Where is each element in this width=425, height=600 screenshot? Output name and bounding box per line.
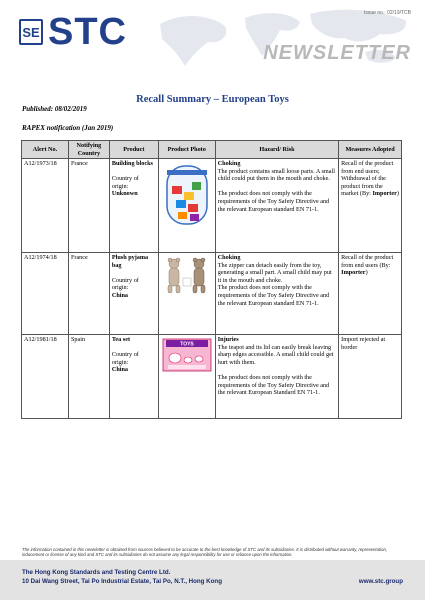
alert-number: A12/1974/18 — [22, 253, 69, 335]
measures-text: Recall of the product from end users; Withdrawal of the product from the market (By: — [341, 160, 394, 198]
product-cell — [109, 335, 158, 419]
tea-set-photo — [162, 338, 212, 372]
measures-cell — [339, 159, 402, 253]
page-title: Recall Summary – European Toys — [136, 94, 289, 105]
hazard-cell — [215, 253, 338, 335]
issue-number: Issue no.: 02/19/TCB — [364, 10, 411, 16]
origin-label: Country of origin: — [111, 175, 139, 190]
measures-cell — [339, 335, 402, 419]
compliance-text: The product does not comply with the requirements of the Toy Safety Directive and the relevant European standard EN 71-1. — [217, 190, 330, 213]
published-date: Published: 08/02/2019 — [22, 105, 87, 113]
product-photo-cell — [158, 335, 215, 419]
alert-number: A12/1973/18 — [22, 159, 69, 253]
header-product: Product — [109, 141, 158, 159]
hazard-title: Choking — [217, 160, 241, 168]
header-product-photo: Product Photo — [158, 141, 215, 159]
measures-text: Import rejected at border — [341, 336, 386, 351]
product-cell — [109, 253, 158, 335]
origin-value: Unknown — [111, 190, 138, 198]
stc-logo-text: STC — [48, 11, 127, 53]
measures-party: Importer — [372, 190, 397, 198]
rapex-notification: RAPEX notification (Jan 2019) — [22, 124, 114, 132]
measures-end: ) — [365, 269, 368, 277]
compliance-text: The product does not comply with the requirements of the Toy Safety Directive and the relevant European Standard EN 71-1. — [217, 373, 330, 397]
table-header-row — [22, 141, 402, 159]
measures-end: ) — [396, 190, 399, 198]
hazard-cell — [215, 335, 338, 419]
table-row — [22, 253, 402, 335]
measures-text: Recall of the product from end users (By: — [341, 254, 394, 269]
notifying-country: Spain — [68, 335, 109, 419]
svg-text:TOYS: TOYS — [179, 341, 194, 348]
header-alert-no: Alert No. — [22, 141, 69, 159]
table-row — [22, 159, 402, 253]
footer-website-link[interactable]: www.stc.group — [358, 578, 403, 585]
stc-logo-mark: SE — [19, 19, 43, 45]
product-photo-cell — [158, 159, 215, 253]
product-name: Building blocks — [111, 160, 153, 168]
table-row — [22, 335, 402, 419]
hazard-text: The product contains small loose parts. A small child could put them in the mouth and choke. — [217, 167, 335, 183]
header-measures-adopted: Measures Adopted — [339, 141, 402, 159]
product-photo-cell — [158, 253, 215, 335]
header-notifying-country: Notifying Country — [68, 141, 109, 159]
hazard-cell — [215, 159, 338, 253]
plush-pyjama-bag-photo — [162, 256, 212, 296]
product-name: Tea set — [111, 336, 131, 344]
compliance-text: The product does not comply with the requirements of the Toy Safety Directive and the relevant European standard EN 71-1. — [217, 284, 330, 307]
header — [0, 0, 425, 78]
product-cell — [109, 159, 158, 253]
hazard-title: Choking — [217, 254, 241, 262]
newsletter-label: NEWSLETTER — [263, 42, 411, 64]
footer — [0, 560, 425, 600]
measures-cell — [339, 253, 402, 335]
product-name: Plush pyjama bag — [111, 254, 149, 269]
recall-table — [21, 140, 402, 419]
origin-value: China — [111, 366, 129, 374]
footer-address: 10 Dai Wang Street, Tai Po Industrial Estate, Tai Po, N.T., Hong Kong — [22, 578, 222, 585]
hazard-text: The zipper can detach easily from the toy, generating a small part. A small child may put it in the mouth and choke. — [217, 261, 332, 284]
footer-company: The Hong Kong Standards and Testing Centre Ltd. — [22, 569, 171, 576]
disclaimer: The information contained in this newsletter is obtained from sources believed to be accurate to the best knowledge of STC and its subsidiaries. It is distributed without warranty, representation, inducement or license of any kind and STC and its subsidiaries do not assume any legal responsibility for use or reliance upon the information. — [22, 547, 388, 558]
header-hazard-risk: Hazard/ Risk — [215, 141, 338, 159]
notifying-country: France — [68, 253, 109, 335]
origin-label: Country of origin: — [111, 276, 139, 292]
alert-number: A12/1981/18 — [22, 335, 69, 419]
notifying-country: France — [68, 159, 109, 253]
origin-value: China — [111, 291, 129, 299]
hazard-text: The teapot and its lid can easily break leaving sharp edges accessible. A small child could get hurt with them. — [217, 343, 334, 366]
hazard-title: Injuries — [217, 336, 239, 344]
building-blocks-photo — [164, 162, 210, 230]
measures-party: Importer — [341, 269, 366, 277]
origin-label: Country of origin: — [111, 351, 139, 366]
